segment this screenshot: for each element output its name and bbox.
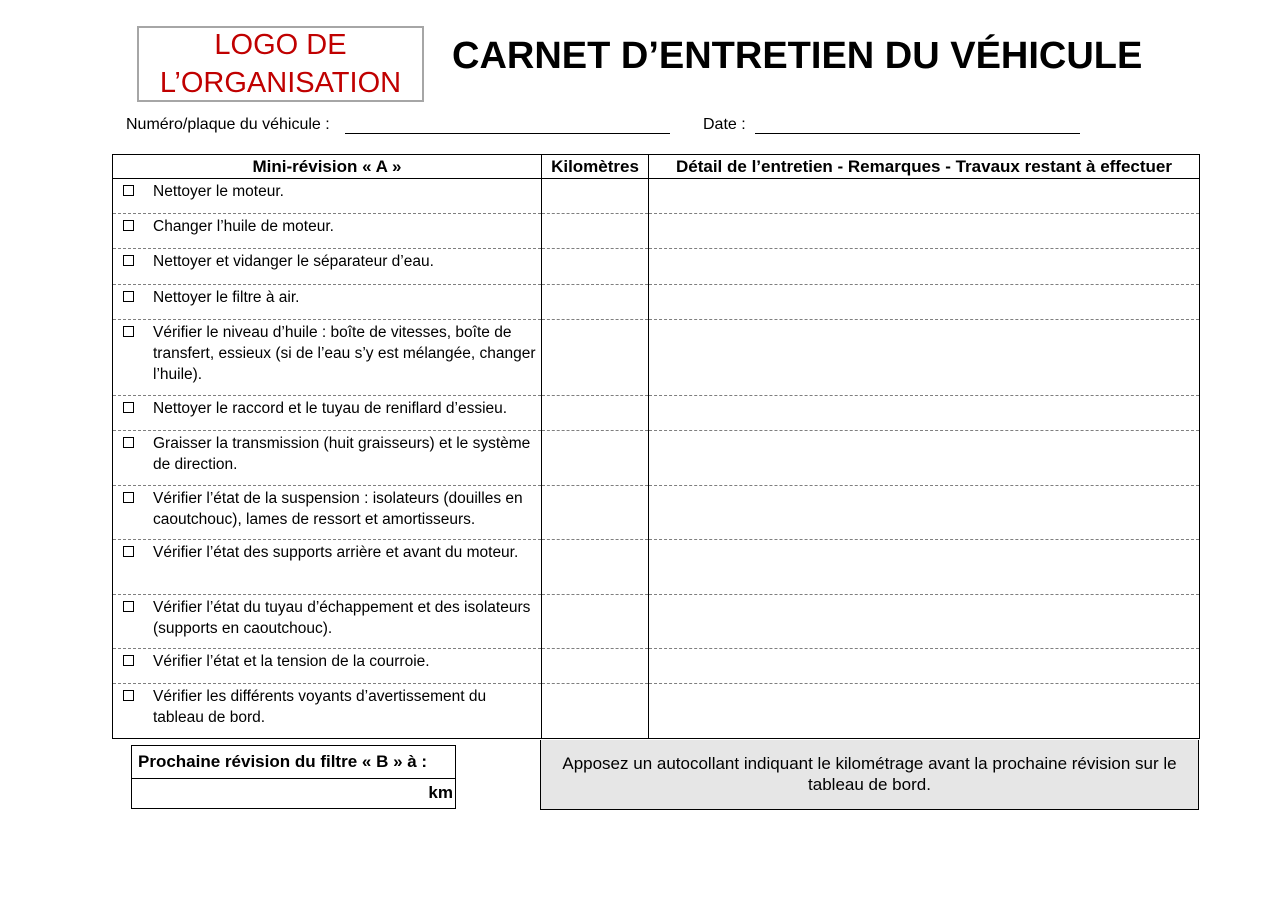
- task-checkbox[interactable]: [123, 492, 134, 503]
- task-checkbox[interactable]: [123, 601, 134, 612]
- logo-line-1: LOGO DE: [214, 29, 347, 61]
- table-row: [113, 249, 1200, 285]
- table-row: [113, 179, 1200, 214]
- table-row: [113, 320, 1200, 396]
- vehicle-label: Numéro/plaque du véhicule :: [126, 116, 330, 133]
- km-cell[interactable]: [542, 649, 649, 684]
- task-checkbox[interactable]: [123, 255, 134, 266]
- table-row: [113, 285, 1200, 320]
- next-revision-box: [131, 745, 456, 809]
- km-cell[interactable]: [542, 595, 649, 649]
- task-checkbox[interactable]: [123, 546, 134, 557]
- km-cell[interactable]: [542, 214, 649, 249]
- table-row: [113, 486, 1200, 540]
- km-unit: km: [428, 783, 453, 802]
- task-text: Changer l’huile de moteur.: [153, 218, 334, 235]
- km-cell[interactable]: [542, 540, 649, 595]
- details-cell[interactable]: [649, 320, 1200, 396]
- details-cell[interactable]: [649, 396, 1200, 431]
- details-cell[interactable]: [649, 486, 1200, 540]
- task-column-header: Mini-révision « A »: [113, 155, 542, 179]
- details-cell[interactable]: [649, 595, 1200, 649]
- details-cell[interactable]: [649, 649, 1200, 684]
- table-row: [113, 214, 1200, 249]
- task-text: Vérifier l’état de la suspension : isolateurs (douilles en caoutchouc), lames de ressort et amortisseurs.: [153, 490, 523, 528]
- sticker-note: Apposez un autocollant indiquant le kilométrage avant la prochaine révision sur le tableau de bord.: [540, 740, 1199, 810]
- next-revision-km-field[interactable]: [132, 779, 455, 807]
- task-text: Vérifier l’état des supports arrière et avant du moteur.: [153, 544, 519, 561]
- details-column-header: Détail de l’entretien - Remarques - Travaux restant à effectuer: [649, 155, 1200, 179]
- task-text: Vérifier les différents voyants d’avertissement du tableau de bord.: [153, 688, 487, 726]
- details-cell[interactable]: [649, 214, 1200, 249]
- table-row: [113, 649, 1200, 684]
- task-text: Nettoyer le filtre à air.: [153, 289, 300, 306]
- km-cell[interactable]: [542, 179, 649, 214]
- table-row: [113, 684, 1200, 739]
- task-text: Nettoyer et vidanger le séparateur d’eau.: [153, 253, 434, 270]
- page-title: CARNET D’ENTRETIEN DU VÉHICULE: [452, 35, 1143, 77]
- details-cell[interactable]: [649, 684, 1200, 739]
- task-checkbox[interactable]: [123, 326, 134, 337]
- task-checkbox[interactable]: [123, 402, 134, 413]
- task-checkbox[interactable]: [123, 655, 134, 666]
- table-header-row: [113, 155, 1200, 179]
- logo-line-2: L’ORGANISATION: [159, 67, 402, 99]
- next-revision-label: Prochaine révision du filtre « B » à :: [132, 746, 455, 779]
- task-text: Vérifier l’état du tuyau d’échappement et des isolateurs (supports en caoutchouc).: [153, 599, 531, 637]
- km-column-header: Kilomètres: [542, 155, 649, 179]
- table-row: [113, 595, 1200, 649]
- task-text: Vérifier l’état et la tension de la courroie.: [153, 653, 430, 670]
- km-cell[interactable]: [542, 285, 649, 320]
- organisation-logo: [137, 26, 424, 102]
- task-checkbox[interactable]: [123, 220, 134, 231]
- details-cell[interactable]: [649, 249, 1200, 285]
- details-cell[interactable]: [649, 285, 1200, 320]
- task-checkbox[interactable]: [123, 291, 134, 302]
- task-text: Nettoyer le moteur.: [153, 183, 284, 200]
- task-checkbox[interactable]: [123, 437, 134, 448]
- details-cell[interactable]: [649, 179, 1200, 214]
- details-cell[interactable]: [649, 540, 1200, 595]
- maintenance-table: [112, 154, 1200, 739]
- task-checkbox[interactable]: [123, 690, 134, 701]
- km-cell[interactable]: [542, 431, 649, 486]
- vehicle-field[interactable]: [345, 115, 670, 134]
- task-checkbox[interactable]: [123, 185, 134, 196]
- km-cell[interactable]: [542, 249, 649, 285]
- km-cell[interactable]: [542, 486, 649, 540]
- task-text: Nettoyer le raccord et le tuyau de reniflard d’essieu.: [153, 400, 508, 417]
- km-cell[interactable]: [542, 396, 649, 431]
- date-label: Date :: [703, 116, 746, 133]
- table-row: [113, 396, 1200, 431]
- km-cell[interactable]: [542, 320, 649, 396]
- task-text: Vérifier le niveau d’huile : boîte de vitesses, boîte de transfert, essieux (si de l’eau s’y est mélangée, changer l’huile).: [153, 324, 536, 383]
- task-text: Graisser la transmission (huit graisseurs) et le système de direction.: [153, 435, 531, 473]
- details-cell[interactable]: [649, 431, 1200, 486]
- date-field[interactable]: [755, 115, 1080, 134]
- table-row: [113, 540, 1200, 595]
- km-cell[interactable]: [542, 684, 649, 739]
- table-row: [113, 431, 1200, 486]
